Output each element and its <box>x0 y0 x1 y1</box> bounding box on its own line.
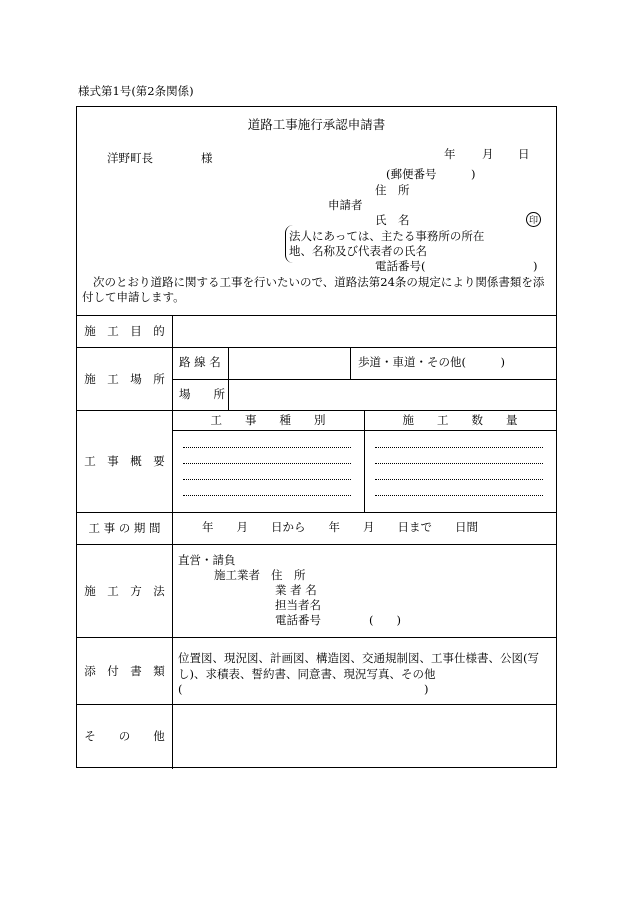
work-type-field[interactable] <box>173 431 363 511</box>
addressee-name: 洋野町長 <box>107 151 153 165</box>
work-type-header: 工 事 種 別 <box>210 413 326 427</box>
form-number-label: 様式第1号(第2条関係) <box>78 84 194 98</box>
applicant-phone-close: ) <box>533 259 538 273</box>
addressee-honorific: 様 <box>201 151 213 165</box>
route-name-label: 路 線 名 <box>179 355 221 369</box>
place-label: 場 所 <box>179 387 225 401</box>
date-day: 日 <box>518 147 530 161</box>
purpose-field[interactable] <box>173 316 555 346</box>
purpose-label: 施 工 目 的 <box>84 324 165 338</box>
route-name-field[interactable] <box>229 348 349 378</box>
postal-code-field[interactable]: (郵便番号 ) <box>386 167 476 181</box>
corporation-note-line2: 地、名称及び代表者の氏名 <box>289 244 427 258</box>
road-type-selector[interactable]: 歩道・車道・その他( ) <box>358 355 505 369</box>
contractor-person-label: 担当者名 <box>275 598 321 612</box>
attachments-label: 添 付 書 類 <box>84 663 165 678</box>
contractor-label: 施工業者 <box>214 568 260 582</box>
seal-mark: 印 <box>526 212 541 227</box>
place-field[interactable] <box>229 380 555 409</box>
overview-label: 工 事 概 要 <box>84 454 165 468</box>
application-form <box>76 106 557 768</box>
date-year: 年 <box>444 147 456 161</box>
contractor-phone-field[interactable]: ( ) <box>369 613 401 627</box>
form-title: 道路工事施行承認申請書 <box>247 117 386 132</box>
direct-or-contract-selector[interactable]: 直営・請負 <box>178 553 236 567</box>
applicant-phone-label: 電話番号( <box>375 259 426 273</box>
contractor-company-label: 業 者 名 <box>275 583 317 597</box>
applicant-label: 申請者 <box>328 198 363 212</box>
other-label: そ の 他 <box>84 729 165 743</box>
contractor-address-label: 住 所 <box>271 568 306 582</box>
work-quantity-field[interactable] <box>365 431 555 511</box>
other-field[interactable] <box>173 705 555 767</box>
corporation-note-line1: 法人にあっては、主たる事務所の所在 <box>289 229 485 243</box>
period-label: 工 事 の 期 間 <box>88 521 161 535</box>
contractor-phone-label: 電話番号 <box>275 613 321 627</box>
method-label: 施 工 方 法 <box>84 583 165 598</box>
attachments-list: 位置図、現況図、計画図、構造図、交通規制図、工事仕様書、公図(写し)、求積表、誓約書、同意書、現況写真、その他( ) <box>178 651 539 696</box>
date-month: 月 <box>482 147 494 161</box>
application-body-text: 次のとおり道路に関する工事を行いたいので、道路法第24条の規定により関係書類を添付して申請します。 <box>82 275 545 304</box>
work-quantity-header: 施 工 数 量 <box>402 413 518 427</box>
applicant-name-label: 氏 名 <box>375 213 410 227</box>
applicant-address-label: 住 所 <box>375 183 410 197</box>
location-label: 施 工 場 所 <box>84 371 165 386</box>
period-field[interactable]: 年 月 日から 年 月 日まで 日間 <box>202 520 478 534</box>
